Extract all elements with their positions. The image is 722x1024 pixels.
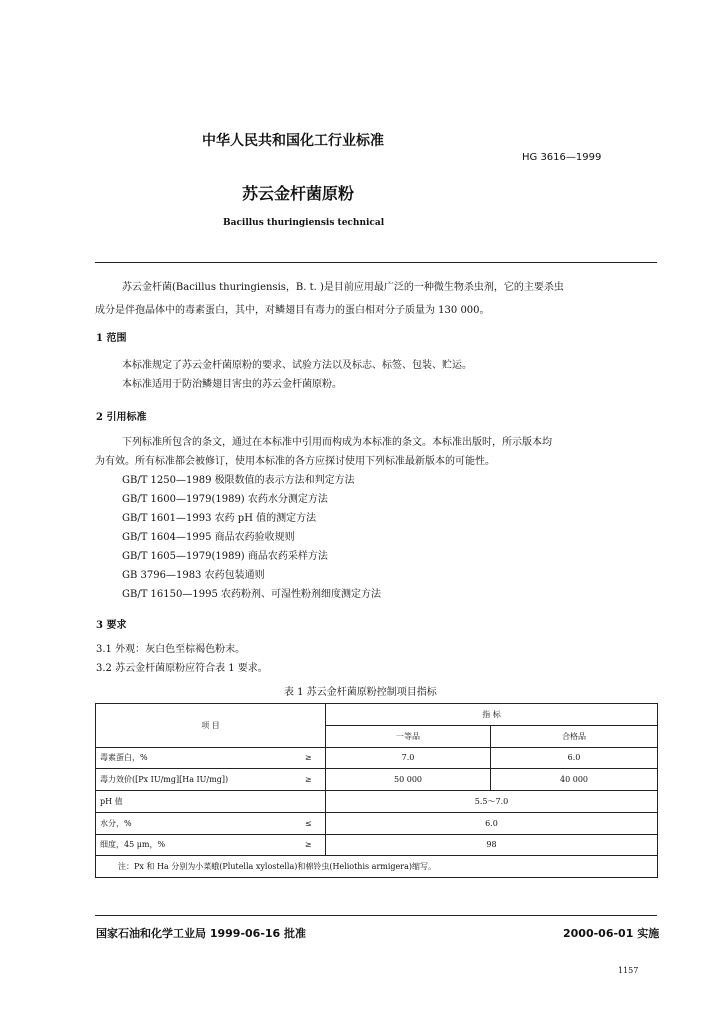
table-row [96, 834, 658, 856]
row-operator: ≥ [292, 769, 326, 791]
row-item: 水分，% [96, 812, 292, 834]
row-pass-value: 6.0 [491, 747, 658, 769]
header-divider [95, 262, 657, 263]
reference-item: GB 3796—1983 农药包装通则 [122, 570, 265, 581]
reference-item: GB/T 1601—1993 农药 pH 值的测定方法 [122, 513, 317, 524]
intro-line-2: 成分是伴孢晶体中的毒素蛋白，其中，对鳞翅目有毒力的蛋白相对分子质量为 130 000。 [95, 305, 490, 316]
spec-table [95, 703, 658, 878]
table-header-row [96, 704, 658, 726]
row-pass-value: 40 000 [491, 769, 658, 791]
row-operator [292, 791, 326, 813]
document-title: 苏云金杆菌原粉 [242, 184, 355, 203]
table-row [96, 812, 658, 834]
table-note-row [96, 856, 658, 878]
row-first-value: 7.0 [326, 747, 491, 769]
reference-item: GB/T 16150—1995 农药粉剂、可湿性粉剂细度测定方法 [122, 589, 381, 600]
org-title: 中华人民共和国化工行业标准 [202, 133, 384, 149]
row-value: 6.0 [326, 812, 658, 834]
section-2-title: 2 引用标准 [96, 412, 147, 423]
table-row [96, 747, 658, 769]
section-2-p1: 下列标准所包含的条文，通过在本标准中引用而构成为本标准的条文。本标准出版时，所示版本均 [122, 437, 552, 448]
table-caption: 表 1 苏云金杆菌原粉控制项目指标 [284, 687, 437, 698]
effective-date: 2000-06-01 实施 [563, 927, 660, 940]
table-row [96, 791, 658, 813]
intro-line-1: 苏云金杆菌(Bacillus thuringiensis，B. t. )是目前应用最广泛的一种微生物杀虫剂，它的主要杀虫 [122, 282, 564, 293]
reference-item: GB/T 1605—1979(1989) 商品农药采样方法 [122, 551, 328, 562]
reference-item: GB/T 1604—1995 商品农药验收规则 [122, 532, 295, 543]
requirement-3-2: 3.2 苏云金杆菌原粉应符合表 1 要求。 [96, 663, 268, 674]
row-first-value: 50 000 [326, 769, 491, 791]
row-value: 98 [326, 834, 658, 856]
section-1-p2: 本标准适用于防治鳞翅目害虫的苏云金杆菌原粉。 [122, 379, 342, 390]
header-index: 指 标 [326, 704, 658, 726]
approval-date: 国家石油和化学工业局 1999-06-16 批准 [96, 927, 307, 940]
section-1-title: 1 范围 [96, 333, 127, 344]
row-item: 细度，45 μm，% [96, 834, 292, 856]
reference-item: GB/T 1600—1979(1989) 农药水分测定方法 [122, 494, 328, 505]
header-pass-grade: 合格品 [491, 725, 658, 747]
page-number: 1157 [618, 966, 639, 975]
row-item: pH 值 [96, 791, 292, 813]
table-row [96, 769, 658, 791]
row-operator: ≥ [292, 834, 326, 856]
table-note: 注：Px 和 Ha 分别为小菜蛾(Plutella xylostella)和棉铃虫(Heliothis armigera)缩写。 [96, 856, 658, 878]
requirement-3-1: 3.1 外观：灰白色至棕褐色粉末。 [96, 644, 246, 655]
reference-item: GB/T 1250—1989 极限数值的表示方法和判定方法 [122, 475, 355, 486]
english-title: Bacillus thuringiensis technical [223, 218, 385, 228]
row-operator: ≥ [292, 747, 326, 769]
row-item: 毒力效价([Px IU/mg][Ha IU/mg]) [96, 769, 292, 791]
row-value: 5.5～7.0 [326, 791, 658, 813]
header-first-grade: 一等品 [326, 725, 491, 747]
section-3-title: 3 要求 [96, 620, 127, 631]
header-item: 项 目 [96, 704, 326, 748]
section-1-p1: 本标准规定了苏云金杆菌原粉的要求、试验方法以及标志、标签、包装、贮运。 [122, 360, 472, 371]
row-operator: ≤ [292, 812, 326, 834]
standard-code: HG 3616—1999 [522, 152, 602, 163]
footer-divider [95, 915, 657, 916]
row-item: 毒素蛋白，% [96, 747, 292, 769]
section-2-p2: 为有效。所有标准都会被修订，使用本标准的各方应探讨使用下列标准最新版本的可能性。 [95, 456, 495, 467]
